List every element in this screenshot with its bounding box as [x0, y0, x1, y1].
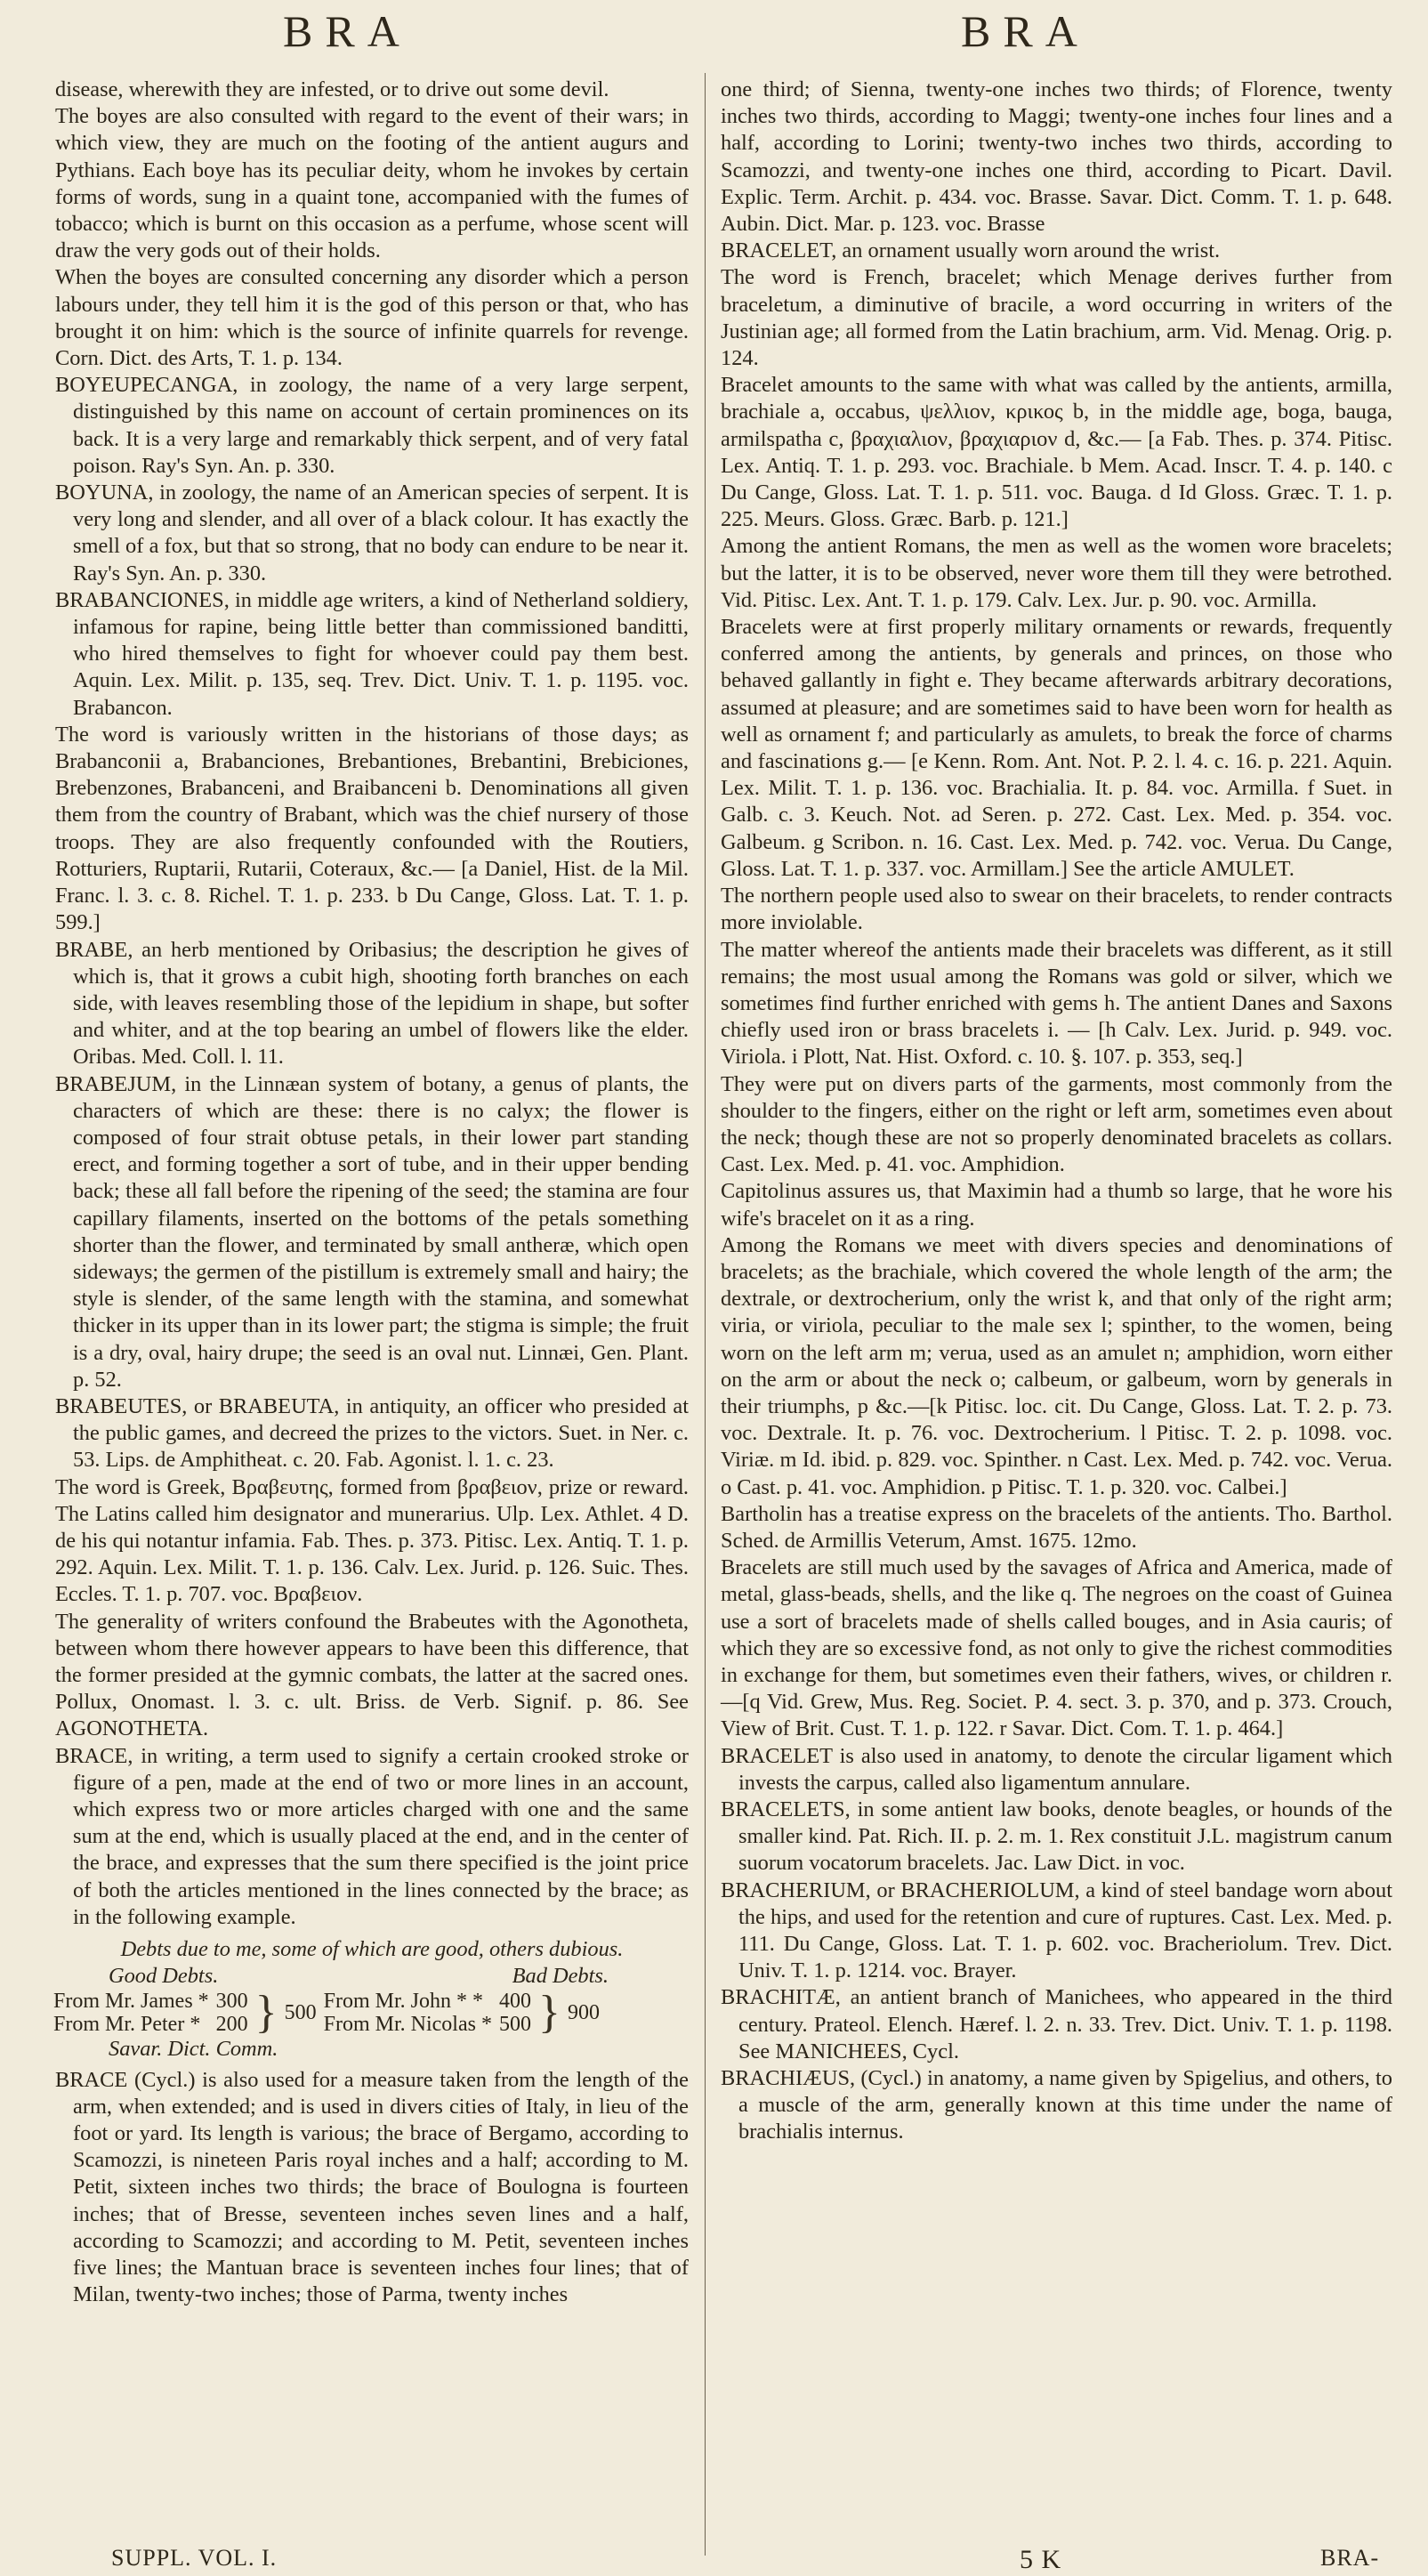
running-head-left: BRA — [283, 6, 412, 56]
paragraph: disease, wherewith they are infested, or to drive out some devil. — [55, 77, 609, 101]
running-head-right: BRA — [961, 6, 1090, 56]
right-column — [721, 77, 1392, 2146]
paragraph: Bartholin has a treatise express on the bracelets of the antients. Tho. Barthol. Sched. de Armillis Veterum, Amst. 1675. 12mo. — [721, 1501, 1392, 1553]
paragraph: The word is French, bracelet; which Menage derives further from braceletum, a diminutive of bracile, a word occurring in writers of the Justinian age; all formed from the Latin brachium, arm. Vid. Menag. Orig. p. 124. — [721, 265, 1392, 371]
entry-bracherium: BRACHERIUM, or BRACHERIOLUM, a kind of steel bandage worn about the hips, and used for the retention and cure of ruptures. Cast. Lex. Med. p. 111. Du Cange, Gloss. Lat. T. 1. p. 602. voc. Bracheriolum. Trev. Dict. Univ. T. 1. p. 1214. voc. Brayer. — [721, 1877, 1392, 1983]
table-row — [50, 1990, 603, 2013]
brace-symbol: } — [537, 1987, 561, 2039]
paragraph: The generality of writers confound the Brabeutes with the Agonotheta, between whom there however appears to have been this difference, that the former presided at the gymnic combats, the latter at the sacred ones. Pollux, Onomast. l. 3. c. ult. Briss. de Verb. Signif. p. 86. See AGONOTHETA. — [55, 1609, 689, 1741]
debts-table — [50, 1987, 603, 2039]
debts-heads — [55, 1963, 689, 1990]
entry-brabeutes: BRABEUTES, or BRABEUTA, in antiquity, an officer who presided at the public games, and decreed the prizes to the victors. Suet. in Ner. c. 53. Lips. de Amphitheat. c. 20. Fab. Agonist. l. 1. c. 23. — [55, 1393, 689, 1473]
paragraph: The word is variously written in the historians of those days; as Brabanconii a, Brabanciones, Brebantiones, Brebantini, Brebiciones, Brebenzones, Brabanceni, and Braibanceni b. Denominations all given them from the country of Brabant, which was the chief nursery of those troops. They are also frequently confounded with the Routiers, Rotturiers, Ruptarii, Rutarii, Coteraux, &c.— [a Daniel, Hist. de la Mil. Franc. l. 3. c. 8. Richel. T. 1. p. 233. b Du Cange, Gloss. Lat. T. 1. p. 599.] — [55, 722, 689, 935]
entry-bracelet: BRACELET, an ornament usually worn around the wrist. — [721, 238, 1221, 263]
bad-debt-name: From Mr. Nicolas * — [323, 2013, 492, 2037]
column-divider — [705, 73, 706, 2556]
entry-brachiaeus: BRACHIÆUS, (Cycl.) in anatomy, a name given by Spigelius, and others, to a muscle of the arm, generally known at this time under the name of brachialis internus. — [721, 2066, 1392, 2144]
footer-catchword: BRA- — [1320, 2545, 1380, 2571]
entry-brace-cycl: BRACE (Cycl.) is also used for a measure taken from the length of the arm, when extended; and is used in divers cities of Italy, in lieu of the foot or yard. Its length is various; the brace of Bergamo, according to Scamozzi, is nineteen Paris royal inches and a half; according to M. Petit, sixteen inches two thirds; the brace of Boulogna is fourteen inches; that of Bresse, seventeen inches seven lines and a half, according to Scamozzi; and according to M. Petit, seventeen inches five lines; the Mantuan brace is seventeen inches four lines; that of Milan, twenty-two inches; those of Parma, twenty inches — [55, 2067, 689, 2307]
debts-example — [55, 1936, 689, 2063]
entry-brace: BRACE, in writing, a term used to signify a certain crooked stroke or figure of a pen, made at the end of two or more lines in an account, which express two or more articles charged with one and the same sum at the end, which is usually placed at the end, and in the center of the brace, and expresses that the sum there specified is the joint price of both the articles mentioned in the lines connected by the brace; as in the following example. — [55, 1743, 689, 1929]
bad-debt-total: 900 — [567, 2001, 600, 2025]
entry-boyuna: BOYUNA, in zoology, the name of an American species of serpent. It is very long and slender, and all over of a black colour. It has exactly the smell of a fox, but that so strong, that no body can endure to be near it. Ray's Syn. An. p. 330. — [55, 480, 689, 585]
good-debt-amount: 200 — [215, 2013, 248, 2037]
good-debt-amount: 300 — [215, 1990, 248, 2014]
entry-bracelets-law: BRACELETS, in some antient law books, denote beagles, or hounds of the smaller kind. Pat. Rich. II. p. 2. m. 1. Rex constituit J.L. magistrum canum suorum vocatorum bracelets. Jac. Law Dict. in voc. — [721, 1797, 1392, 1876]
paragraph: Bracelets were at first properly military ornaments or rewards, frequently conferred among the antients, by generals and princes, on those who behaved gallantly in fight e. They became afterwards arbitrary decorations, assumed at pleasure; and are sometimes said to have been worn for health as well as ornament f; and particularly as amulets, to break the force of charms and fascinations g.— [e Kenn. Rom. Ant. Not. P. 2. l. 4. c. 16. p. 221. Aquin. Lex. Milit. T. 1. p. 136. voc. Brachialia. It. p. 84. voc. Armilla. f Suet. in Galb. c. 3. Keuch. Not. ad Seren. p. 272. Cast. Lex. Med. p. 354. voc. Galbeum. g Scribon. n. 16. Cast. Lex. Med. p. 742. voc. Verua. Du Cange, Gloss. Lat. T. 1. p. 337. voc. Armillam.] See the article AMULET. — [721, 615, 1392, 881]
bad-debt-amount: 400 — [498, 1990, 531, 2014]
entry-brabejum: BRABEJUM, in the Linnæan system of botany, a genus of plants, the characters of which are these: there is no calyx; the flower is composed of four strait obtuse petals, in their lower part standing erect, and forming together a sort of tube, and in their upper bending back; these all fall before the ripening of the seed; the stamina are four capillary filaments, inserted on the bottoms of the petals something shorter than the flower, and terminated by small antheræ, which open sideways; the germen of the pistillum is extremely small and hairy; the style is slender, of the same length with the stamina, and somewhat thicker in its upper than in its lower part; the stigma is simple; the fruit is a dry, oval, hairy drupe; the seed is an oval nut. Linnæi, Gen. Plant. p. 52. — [55, 1071, 689, 1392]
bad-debt-amount: 500 — [498, 2013, 531, 2037]
footer-signature: 5 K — [1020, 2545, 1062, 2574]
paragraph: Bracelet amounts to the same with what was called by the antients, armilla, brachiale a, occabus, ψελλιον, κρικος b, in the middle age, boga, bauga, armilspatha c, βραχιαλιον, βραχιαριον d, &c.— [a Fab. Thes. p. 374. Pitisc. Lex. Antiq. T. 1. p. 293. voc. Brachiale. b Mem. Acad. Inscr. T. 4. p. 140. c Du Cange, Gloss. Lat. T. 1. p. 511. voc. Bauga. d Id Gloss. Græc. T. 1. p. 225. Meurs. Gloss. Græc. Barb. p. 121.] — [721, 373, 1392, 532]
entry-boyeupecanga: BOYEUPECANGA, in zoology, the name of a very large serpent, distinguished by this name on account of certain prominences on its back. It is a very large and remarkably thick serpent, and of very fatal poison. Ray's Syn. An. p. 330. — [55, 373, 689, 478]
paragraph: Bracelets are still much used by the savages of Africa and America, made of metal, glass-beads, shells, and the like q. The negroes on the coast of Guinea use a sort of bracelets made of shells called bouges, and in Asia cauris; of which they are so excessive fond, as not only to give the richest commodities in exchange for them, but sometimes even their fathers, wives, or children r.—[q Vid. Grew, Mus. Reg. Societ. P. 4. sect. 3. p. 370, and p. 373. Crouch, View of Brit. Cust. T. 1. p. 122. r Savar. Dict. Com. T. 1. p. 464.] — [721, 1555, 1392, 1741]
footer-volume: SUPPL. VOL. I. — [111, 2545, 278, 2571]
bad-debts-heading: Bad Debts. — [512, 1964, 609, 1989]
debts-caption: Debts due to me, some of which are good, others dubious. — [120, 1937, 624, 1962]
paragraph: They were put on divers parts of the garments, most commonly from the shoulder to the fingers, either on the right or left arm, sometimes even about the neck; though these are not so properly denominated bracelets as collars. Cast. Lex. Med. p. 41. voc. Amphidion. — [721, 1071, 1392, 1177]
table-row — [50, 2013, 603, 2036]
good-debt-name: From Mr. Peter * — [53, 2013, 201, 2037]
paragraph: When the boyes are consulted concerning any disorder which a person labours under, they tell him it is the god of this person or that, who has brought it on him: which is the source of infinite quarrels for revenge. Corn. Dict. des Arts, T. 1. p. 134. — [55, 265, 689, 371]
left-column — [55, 77, 689, 2308]
paragraph: The boyes are also consulted with regard to the event of their wars; in which view, they are much on the footing of the antient augurs and Pythians. Each boye has its peculiar deity, whom he invokes by certain forms of words, sung in a quaint tone, accompanied with the fumes of tobacco; which is burnt on this occasion as a perfume, whose scent will draw the very gods out of their holds. — [55, 104, 689, 263]
entry-bracelet-anatomy: BRACELET is also used in anatomy, to denote the circular ligament which invests the carpus, called also ligamentum annulare. — [721, 1743, 1392, 1795]
good-debt-total: 500 — [284, 2001, 317, 2025]
paragraph: Among the antient Romans, the men as well as the women wore bracelets; but the latter, it is to be observed, never wore them till they were betrothed. Vid. Pitisc. Lex. Ant. T. 1. p. 179. Calv. Lex. Jur. p. 90. voc. Armilla. — [721, 534, 1392, 612]
paragraph: The matter whereof the antients made their bracelets was different, as it still remains; the most usual among the Romans was gold or silver, which we sometimes find further enriched with gems h. The antient Danes and Saxons chiefly used iron or brass bracelets i. — [h Calv. Lex. Jurid. p. 949. voc. Viriola. i Plott, Nat. Hist. Oxford. c. 10. §. 107. p. 353, seq.] — [721, 937, 1392, 1070]
entry-brachitae: BRACHITÆ, an antient branch of Manichees, who appeared in the third century. Prateol. Elench. Hæref. l. 2. n. 33. Trev. Dict. Univ. T. 1. p. 1198. See MANICHEES, Cycl. — [721, 1985, 1392, 2063]
entry-brabe: BRABE, an herb mentioned by Oribasius; the description he gives of which is, that it grows a cubit high, shooting forth branches on each side, with leaves resembling those of the lepidium in shape, but softer and whiter, and at the top bearing an umbel of flowers like the elder. Oribas. Med. Coll. l. 11. — [55, 937, 689, 1070]
good-debts-heading: Good Debts. — [109, 1964, 219, 1989]
entry-brabanciones: BRABANCIONES, in middle age writers, a kind of Netherland soldiery, infamous for rapine, being little better than commissioned banditti, who hired themselves to fight for whoever could pay them best. Aquin. Lex. Milit. p. 135, seq. Trev. Dict. Univ. T. 1. p. 1195. voc. Brabancon. — [55, 587, 689, 720]
paragraph: Among the Romans we meet with divers species and denominations of bracelets; as the brachiale, which covered the whole length of the arm; the dextrale, or dextrocherium, only the wrist k, and that only of the right arm; viria, or viriola, peculiar to the male sex l; spinther, to the women, being worn on the left arm m; verua, used as an amulet n; amphidion, worn either on the arm or about the neck o; calbeum, or galbeum, worn by generals in their triumphs, p &c.—[k Pitisc. loc. cit. Du Cange, Gloss. Lat. T. 2. p. 73. voc. Dextrale. It. p. 76. voc. Dextrocherium. l Pitisc. T. 2. p. 1098. voc. Viriæ. m Id. ibid. p. 829. voc. Spinther. n Cast. Lex. Med. p. 742. voc. Verua. o Cast. p. 41. voc. Amphidion. p Pitisc. T. 1. p. 320. voc. Calbei.] — [721, 1232, 1392, 1499]
debts-source: Savar. Dict. Comm. — [109, 2037, 278, 2062]
good-debt-name: From Mr. James * — [53, 1990, 209, 2014]
paragraph: The word is Greek, Βραβευτης, formed from βραβειον, prize or reward. The Latins called him designator and munerarius. Ulp. Lex. Athlet. 4 D. de his qui notantur infamia. Fab. Thes. p. 373. Pitisc. Lex. Antiq. T. 1. p. 292. Aquin. Lex. Milit. T. 1. p. 136. Calv. Lex. Jurid. p. 126. Suic. Thes. Eccles. T. 1. p. 707. voc. Βραβειον. — [55, 1474, 689, 1607]
paragraph: Capitolinus assures us, that Maximin had a thumb so large, that he wore his wife's bracelet on it as a ring. — [721, 1179, 1392, 1231]
brace-symbol: } — [254, 1987, 278, 2039]
paragraph: one third; of Sienna, twenty-one inches two thirds; of Florence, twenty inches two thirds, according to Maggi; twenty-one inches four lines and a half, according to Lorini; twenty-two inches two thirds, according to Scamozzi, and twenty-one inches one third, according to Picart. Davil. Explic. Term. Archit. p. 434. voc. Brasse. Savar. Dict. Comm. T. 1. p. 648. Aubin. Dict. Mar. p. 123. voc. Brasse — [721, 77, 1392, 237]
bad-debt-name: From Mr. John * * — [323, 1990, 483, 2014]
paragraph: The northern people used also to swear on their bracelets, to render contracts more inviolable. — [721, 884, 1392, 935]
